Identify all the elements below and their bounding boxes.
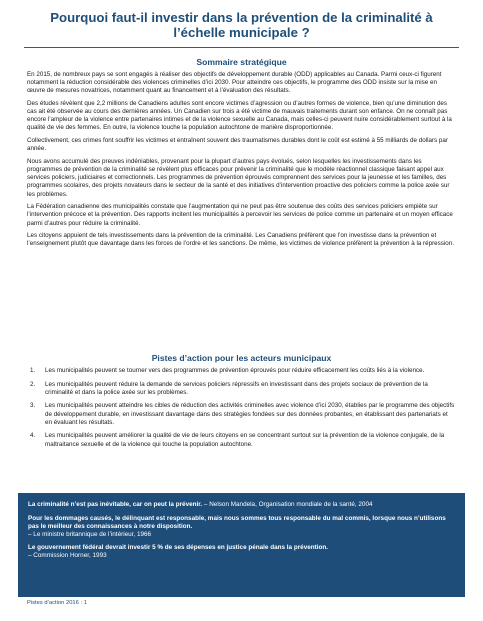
summary-heading: Sommaire stratégique [196, 57, 287, 67]
actions-heading: Pistes d’action pour les acteurs municipaux [151, 353, 332, 363]
list-item-text: Les municipalités peuvent se tourner vers des programmes de prévention éprouvés pour réduire efficacement les coûts liés à la violence. [45, 367, 425, 374]
list-item [27, 381, 455, 397]
page-footer: Pistes d’action 2016 : 1 [27, 600, 87, 606]
quote-attribution: – Commission Horner, 1993 [28, 552, 107, 560]
quote-text: La criminalité n’est pas inévitable, car on peut la prévenir. [28, 501, 203, 508]
list-item [27, 432, 455, 448]
list-item-number: 3. [30, 402, 36, 410]
list-item-number: 2. [30, 380, 36, 388]
quote-text: Le gouvernement fédéral devrait investir 5 % de ses dépenses en justice pénale dans la prévention. [28, 544, 329, 552]
summary-paragraph: Des études révèlent que 2,2 millions de Canadiens adultes sont encore victimes d’agression ou d’autres formes de violence, bien qu’une diminution des cas ait été observée au cours des dernières années. Un Canadien sur trois a été victime de mauvais traitements durant son enfance. On ne connaît pas encore l’ampleur de la violence entre partenaires intimes et de la violence sexuelle au Canada, mais celles-ci peuvent nuire considérablement surtout à la qualité de vie des femmes. En outre, la violence touche la population autochtone de manière disproportionnée. [27, 99, 452, 132]
list-item-number: 4. [30, 432, 36, 440]
actions-list [27, 367, 455, 454]
title-divider [24, 47, 459, 48]
list-item-number: 1. [30, 367, 36, 374]
summary-paragraph: Les citoyens appuient de tels investissements dans la prévention de la criminalité. Les Canadiens préfèrent que l’on investisse dans la prévention et l’enseignement plutôt que davantage dans les forces de l’ordre et les sanctions. De même, les victimes de violence préfèrent la prévention à la répression. [27, 232, 454, 248]
summary-paragraph: Nous avons accumulé des preuves indéniables, provenant pour la plupart d’autres pays évolués, selon lesquelles les investissements dans les programmes de prévention de la criminalité se révèlent plus efficaces pour prévenir la criminalité que le modèle réactionnel classique faisant appel aux services policiers, judiciaires et correctionnels. Les programmes de prévention éprouvés comprennent des services pour la jeunesse et les familles, des programmes scolaires, des projets novateurs dans le secteur de la santé et des initiatives d’intervention proactive des policiers comme la police axée sur les problèmes. [27, 157, 450, 198]
list-item [27, 402, 455, 426]
list-item-text: Les municipalités peuvent atteindre les cibles de réduction des activités criminelles avec violence d’ici 2030, établies par le programme des objectifs de développement durable, en investissant davantage dans des stratégies fondées sur des données probantes, en établissant des partenariats et en évaluant les résultats. [45, 402, 455, 426]
summary-body [27, 71, 455, 253]
quote-attribution: – Nelson Mandela, Organisation mondiale de la santé, 2004 [202, 501, 373, 508]
summary-paragraph: Collectivement, ces crimes font souffrir les victimes et entraînent souvent des traumatismes durables dont le coût est estimé à 55 milliards de dollars par année. [27, 137, 448, 153]
summary-paragraph: La Fédération canadienne des municipalités constate que l’augmentation qui ne peut pas être soutenue des coûts des services policiers empiète sur l’intervention précoce et la prévention. Des rapports incitent les municipalités à percevoir les services de police comme un partenaire et un moyen efficace parmi d’autres pour réduire la criminalité. [27, 203, 453, 227]
quotes-box [18, 493, 465, 597]
list-item-text: Les municipalités peuvent améliorer la qualité de vie de leurs citoyens en se concentrant surtout sur la prévention de la violence conjugale, de la maltraitance sexuelle et de la violence qui touche la population autochtone. [45, 432, 445, 448]
page-title: Pourquoi faut-il investir dans la prévention de la criminalité à l’échelle municipale ? [50, 10, 433, 40]
quote [28, 501, 455, 509]
quote-text: Pour les dommages causés, le délinquant est responsable, mais nous sommes tous responsable du mal commis, lorsque nous n’utilisons pas le meilleur des connaissances à notre disposition. [28, 514, 446, 530]
summary-paragraph: En 2015, de nombreux pays se sont engagés à réaliser des objectifs de développement durable (ODD) applicables au Canada. Parmi ceux-ci figurent notamment la réduction considérable des violences criminelles d’ici 2030. Pour atteindre ces objectifs, le programme des ODD insiste sur la mise en œuvre de mesures novatrices, notamment quant au financement et à l’évaluation des résultats. [27, 71, 442, 95]
quote [28, 544, 455, 560]
quote-attribution: – Le ministre britannique de l’intérieur, 1966 [28, 530, 152, 538]
list-item [27, 367, 455, 375]
list-item-text: Les municipalités peuvent réduire la demande de services policiers répressifs en investissant dans des projets sociaux de prévention de la criminalité et dans la police axée sur les problèmes. [45, 380, 428, 396]
quote [28, 515, 455, 539]
